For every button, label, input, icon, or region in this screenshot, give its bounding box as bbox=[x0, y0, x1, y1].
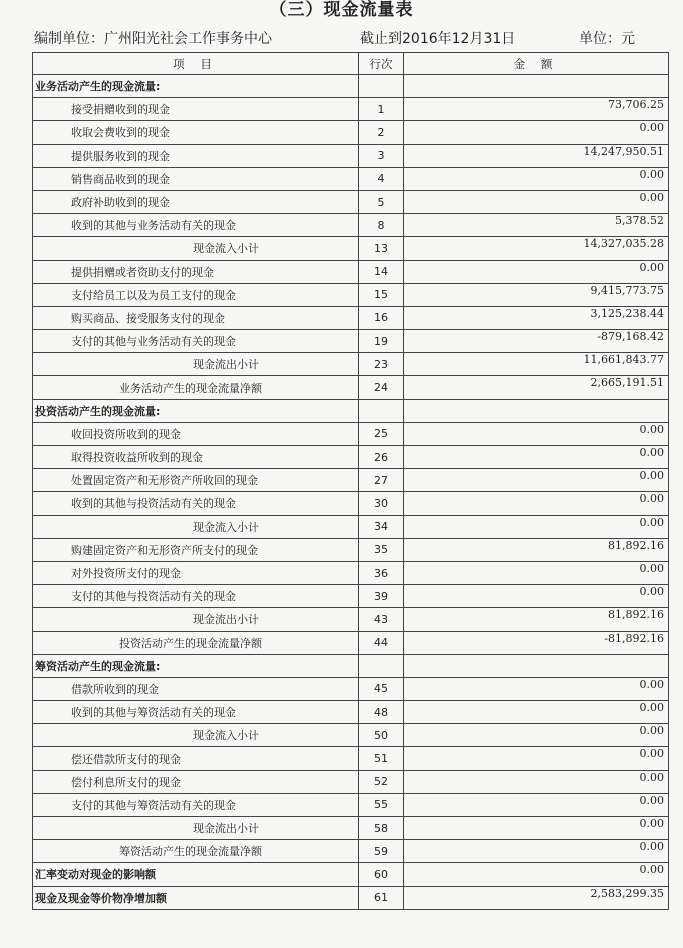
row-amount: 2,665,191.51 bbox=[404, 376, 669, 399]
row-label: 筹资活动产生的现金流量净额 bbox=[33, 840, 359, 863]
row-label: 销售商品收到的现金 bbox=[33, 167, 359, 190]
row-label: 处置固定资产和无形资产所收回的现金 bbox=[33, 469, 359, 492]
row-amount: 14,247,950.51 bbox=[404, 144, 669, 167]
table-row bbox=[33, 492, 669, 515]
row-number: 13 bbox=[359, 237, 404, 260]
row-number: 1 bbox=[359, 98, 404, 121]
row-number bbox=[359, 399, 404, 422]
report-date: 截止到2016年12月31日 bbox=[360, 31, 516, 47]
row-label: 支付的其他与业务活动有关的现金 bbox=[33, 330, 359, 353]
row-label: 收回投资所收到的现金 bbox=[33, 422, 359, 445]
row-amount: 14,327,035.28 bbox=[404, 237, 669, 260]
row-label: 提供捐赠或者资助支付的现金 bbox=[33, 260, 359, 283]
row-number: 30 bbox=[359, 492, 404, 515]
table-row bbox=[33, 840, 669, 863]
row-label: 对外投资所支付的现金 bbox=[33, 561, 359, 584]
header-amount: 金 额 bbox=[404, 53, 669, 75]
row-number: 8 bbox=[359, 214, 404, 237]
row-number: 58 bbox=[359, 817, 404, 840]
row-amount: -879,168.42 bbox=[404, 330, 669, 353]
row-number: 39 bbox=[359, 585, 404, 608]
table-row bbox=[33, 515, 669, 538]
row-amount: 0.00 bbox=[404, 793, 669, 816]
row-amount: 81,892.16 bbox=[404, 608, 669, 631]
row-label: 政府补助收到的现金 bbox=[33, 190, 359, 213]
row-amount bbox=[404, 399, 669, 422]
header-row-no: 行次 bbox=[359, 53, 404, 75]
table-row bbox=[33, 422, 669, 445]
row-amount: 0.00 bbox=[404, 561, 669, 584]
table-row bbox=[33, 561, 669, 584]
table-row bbox=[33, 446, 669, 469]
row-amount: 9,415,773.75 bbox=[404, 283, 669, 306]
row-label: 购买商品、接受服务支付的现金 bbox=[33, 306, 359, 329]
row-number: 4 bbox=[359, 167, 404, 190]
row-label: 投资活动产生的现金流量净额 bbox=[33, 631, 359, 654]
row-number: 52 bbox=[359, 770, 404, 793]
table-row bbox=[33, 654, 669, 677]
table-row bbox=[33, 144, 669, 167]
cash-flow-table bbox=[32, 52, 669, 910]
table-row bbox=[33, 260, 669, 283]
row-label: 收到的其他与投资活动有关的现金 bbox=[33, 492, 359, 515]
row-label: 业务活动产生的现金流量净额 bbox=[33, 376, 359, 399]
row-number: 23 bbox=[359, 353, 404, 376]
row-label: 收到的其他与业务活动有关的现金 bbox=[33, 214, 359, 237]
row-number bbox=[359, 75, 404, 98]
table-row bbox=[33, 538, 669, 561]
table-row bbox=[33, 75, 669, 98]
table-row bbox=[33, 701, 669, 724]
row-amount bbox=[404, 75, 669, 98]
row-label: 收到的其他与筹资活动有关的现金 bbox=[33, 701, 359, 724]
row-amount: 2,583,299.35 bbox=[404, 886, 669, 909]
row-amount: 0.00 bbox=[404, 190, 669, 213]
row-label: 现金流入小计 bbox=[33, 237, 359, 260]
row-amount: 0.00 bbox=[404, 121, 669, 144]
row-amount: 0.00 bbox=[404, 515, 669, 538]
table-row bbox=[33, 585, 669, 608]
row-amount: 0.00 bbox=[404, 840, 669, 863]
row-label: 现金流入小计 bbox=[33, 515, 359, 538]
row-amount: 0.00 bbox=[404, 701, 669, 724]
table-row bbox=[33, 886, 669, 909]
currency-unit: 单位：元 bbox=[579, 31, 635, 47]
row-number: 15 bbox=[359, 283, 404, 306]
row-number: 36 bbox=[359, 561, 404, 584]
row-label: 投资活动产生的现金流量: bbox=[33, 399, 359, 422]
reporting-entity: 编制单位：广州阳光社会工作事务中心 bbox=[34, 31, 272, 47]
row-amount: 0.00 bbox=[404, 469, 669, 492]
row-amount: 0.00 bbox=[404, 492, 669, 515]
row-number: 45 bbox=[359, 677, 404, 700]
row-label: 取得投资收益所收到的现金 bbox=[33, 446, 359, 469]
table-row bbox=[33, 724, 669, 747]
report-meta bbox=[34, 28, 674, 50]
row-label: 偿还借款所支付的现金 bbox=[33, 747, 359, 770]
row-number: 14 bbox=[359, 260, 404, 283]
row-label: 支付的其他与投资活动有关的现金 bbox=[33, 585, 359, 608]
row-label: 现金流出小计 bbox=[33, 608, 359, 631]
row-amount: -81,892.16 bbox=[404, 631, 669, 654]
row-label: 筹资活动产生的现金流量: bbox=[33, 654, 359, 677]
table-row bbox=[33, 376, 669, 399]
row-number: 43 bbox=[359, 608, 404, 631]
row-number: 61 bbox=[359, 886, 404, 909]
row-amount: 0.00 bbox=[404, 260, 669, 283]
row-label: 支付给员工以及为员工支付的现金 bbox=[33, 283, 359, 306]
table-row bbox=[33, 306, 669, 329]
row-amount: 0.00 bbox=[404, 747, 669, 770]
row-number: 35 bbox=[359, 538, 404, 561]
table-header-row bbox=[33, 53, 669, 75]
row-number: 51 bbox=[359, 747, 404, 770]
row-label: 接受捐赠收到的现金 bbox=[33, 98, 359, 121]
page-title: （三）现金流量表 bbox=[269, 0, 414, 20]
row-label: 汇率变动对现金的影响额 bbox=[33, 863, 359, 886]
row-number: 48 bbox=[359, 701, 404, 724]
row-number: 3 bbox=[359, 144, 404, 167]
row-amount: 5,378.52 bbox=[404, 214, 669, 237]
row-number: 19 bbox=[359, 330, 404, 353]
row-number: 26 bbox=[359, 446, 404, 469]
row-number: 27 bbox=[359, 469, 404, 492]
row-amount: 3,125,238.44 bbox=[404, 306, 669, 329]
table-row bbox=[33, 237, 669, 260]
row-label: 支付的其他与筹资活动有关的现金 bbox=[33, 793, 359, 816]
row-number: 55 bbox=[359, 793, 404, 816]
row-amount: 0.00 bbox=[404, 770, 669, 793]
row-label: 现金流出小计 bbox=[33, 817, 359, 840]
row-amount: 0.00 bbox=[404, 724, 669, 747]
row-label: 提供服务收到的现金 bbox=[33, 144, 359, 167]
row-number: 50 bbox=[359, 724, 404, 747]
table-row bbox=[33, 817, 669, 840]
row-amount: 0.00 bbox=[404, 422, 669, 445]
table-row bbox=[33, 98, 669, 121]
table-row bbox=[33, 283, 669, 306]
row-amount: 0.00 bbox=[404, 167, 669, 190]
row-amount: 0.00 bbox=[404, 446, 669, 469]
row-number: 16 bbox=[359, 306, 404, 329]
row-amount: 81,892.16 bbox=[404, 538, 669, 561]
row-amount: 0.00 bbox=[404, 817, 669, 840]
row-label: 购建固定资产和无形资产所支付的现金 bbox=[33, 538, 359, 561]
row-amount bbox=[404, 654, 669, 677]
row-amount: 0.00 bbox=[404, 585, 669, 608]
table-row bbox=[33, 167, 669, 190]
table-row bbox=[33, 190, 669, 213]
row-amount: 0.00 bbox=[404, 863, 669, 886]
row-label: 借款所收到的现金 bbox=[33, 677, 359, 700]
row-amount: 73,706.25 bbox=[404, 98, 669, 121]
table-row bbox=[33, 793, 669, 816]
table-row bbox=[33, 747, 669, 770]
table-row bbox=[33, 214, 669, 237]
row-number: 34 bbox=[359, 515, 404, 538]
row-amount: 11,661,843.77 bbox=[404, 353, 669, 376]
table-row bbox=[33, 770, 669, 793]
table-row bbox=[33, 631, 669, 654]
row-number: 25 bbox=[359, 422, 404, 445]
table-row bbox=[33, 469, 669, 492]
table-row bbox=[33, 330, 669, 353]
table-row bbox=[33, 399, 669, 422]
table-row bbox=[33, 353, 669, 376]
row-label: 偿付利息所支付的现金 bbox=[33, 770, 359, 793]
row-number: 2 bbox=[359, 121, 404, 144]
header-item: 项 目 bbox=[33, 53, 359, 75]
table-row bbox=[33, 863, 669, 886]
table-row bbox=[33, 121, 669, 144]
row-number: 60 bbox=[359, 863, 404, 886]
row-number: 5 bbox=[359, 190, 404, 213]
row-label: 现金及现金等价物净增加额 bbox=[33, 886, 359, 909]
row-number bbox=[359, 654, 404, 677]
table-row bbox=[33, 677, 669, 700]
table-body bbox=[33, 75, 669, 910]
row-number: 44 bbox=[359, 631, 404, 654]
row-label: 收取会费收到的现金 bbox=[33, 121, 359, 144]
row-label: 业务活动产生的现金流量: bbox=[33, 75, 359, 98]
row-number: 24 bbox=[359, 376, 404, 399]
row-label: 现金流入小计 bbox=[33, 724, 359, 747]
row-amount: 0.00 bbox=[404, 677, 669, 700]
row-number: 59 bbox=[359, 840, 404, 863]
table-row bbox=[33, 608, 669, 631]
row-label: 现金流出小计 bbox=[33, 353, 359, 376]
